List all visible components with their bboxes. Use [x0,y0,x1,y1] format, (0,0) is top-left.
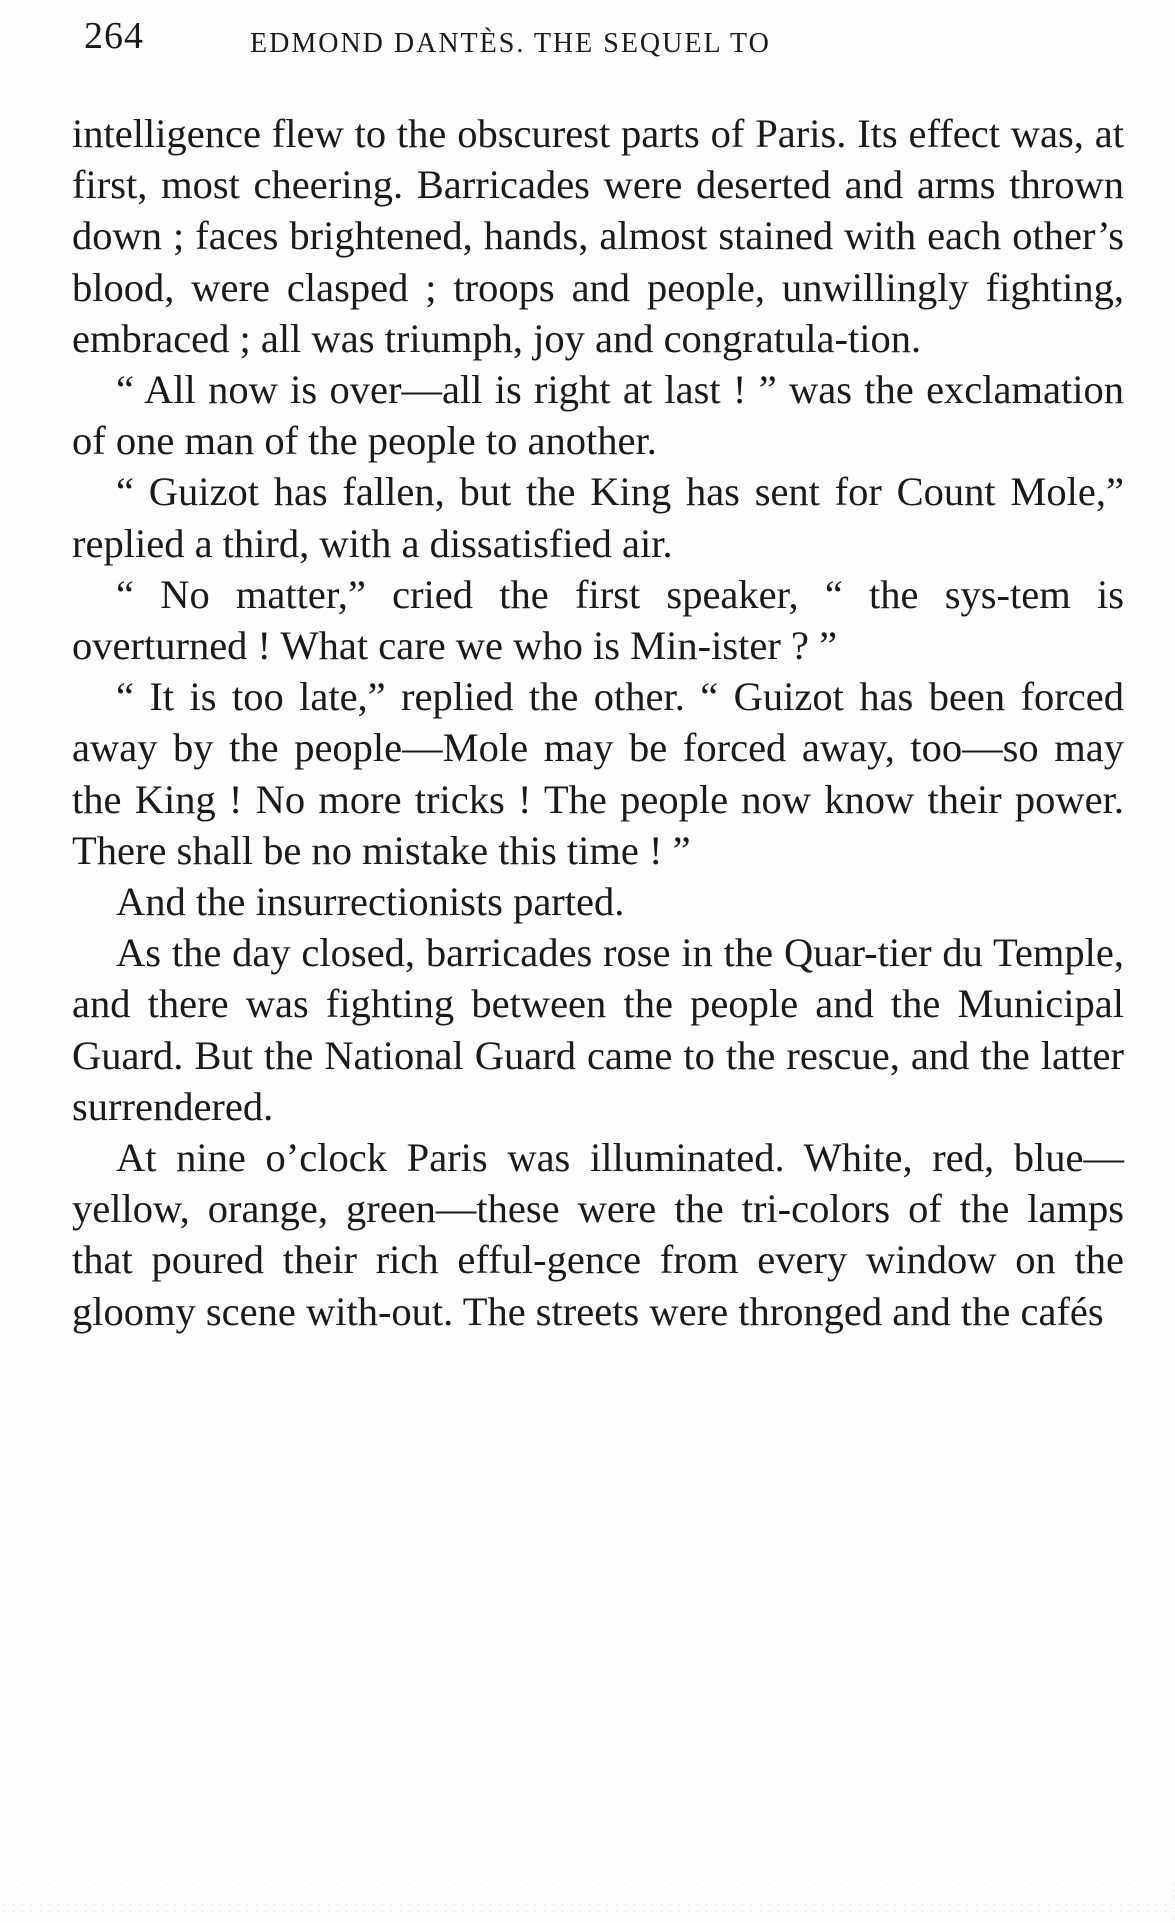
running-title: EDMOND DANTÈS. THE SEQUEL TO [250,28,771,59]
paragraph: “ No matter,” cried the first speaker, “ the sys-tem is overturned ! What care we who is Min-ister ? ” [72,571,1124,669]
paragraph: “ All now is over—all is right at last ! ” was the exclamation of one man of the people to another. [72,367,1124,464]
paragraph: And the insurrectionists parted. [116,879,625,925]
paragraph: At nine o’clock Paris was illuminated. White, red, blue—yellow, orange, green—these were the tri-colors of the lamps that poured their rich efful-gence from every window on the gloomy scene with-out. The streets were thronged and the cafés [72,1135,1124,1334]
paragraph: “ It is too late,” replied the other. “ Guizot has been forced away by the people—Mole may be forced away, too—so may the King ! No more tricks ! The people now know their power. There shall be no mistake this time ! ” [72,674,1124,873]
body-text [72,108,1124,1337]
page-number: 264 [84,15,144,57]
paragraph: intelligence flew to the obscurest parts of Paris. Its effect was, at first, most cheering. Barricades were deserted and arms thrown down ; faces brightened, hands, almost stained with each other’s blood, were clasped ; troops and people, unwillingly fighting, embraced ; all was triumph, joy and congratula-tion. [72,111,1124,361]
running-head [72,14,1112,64]
paragraph: As the day closed, barricades rose in the Quar-tier du Temple, and there was fighting between the people and the Municipal Guard. But the National Guard came to the rescue, and the latter surrendered. [72,930,1124,1129]
scan-speckle [0,1880,1175,1923]
paragraph: “ Guizot has fallen, but the King has sent for Count Mole,” replied a third, with a dissatisfied air. [72,469,1124,566]
